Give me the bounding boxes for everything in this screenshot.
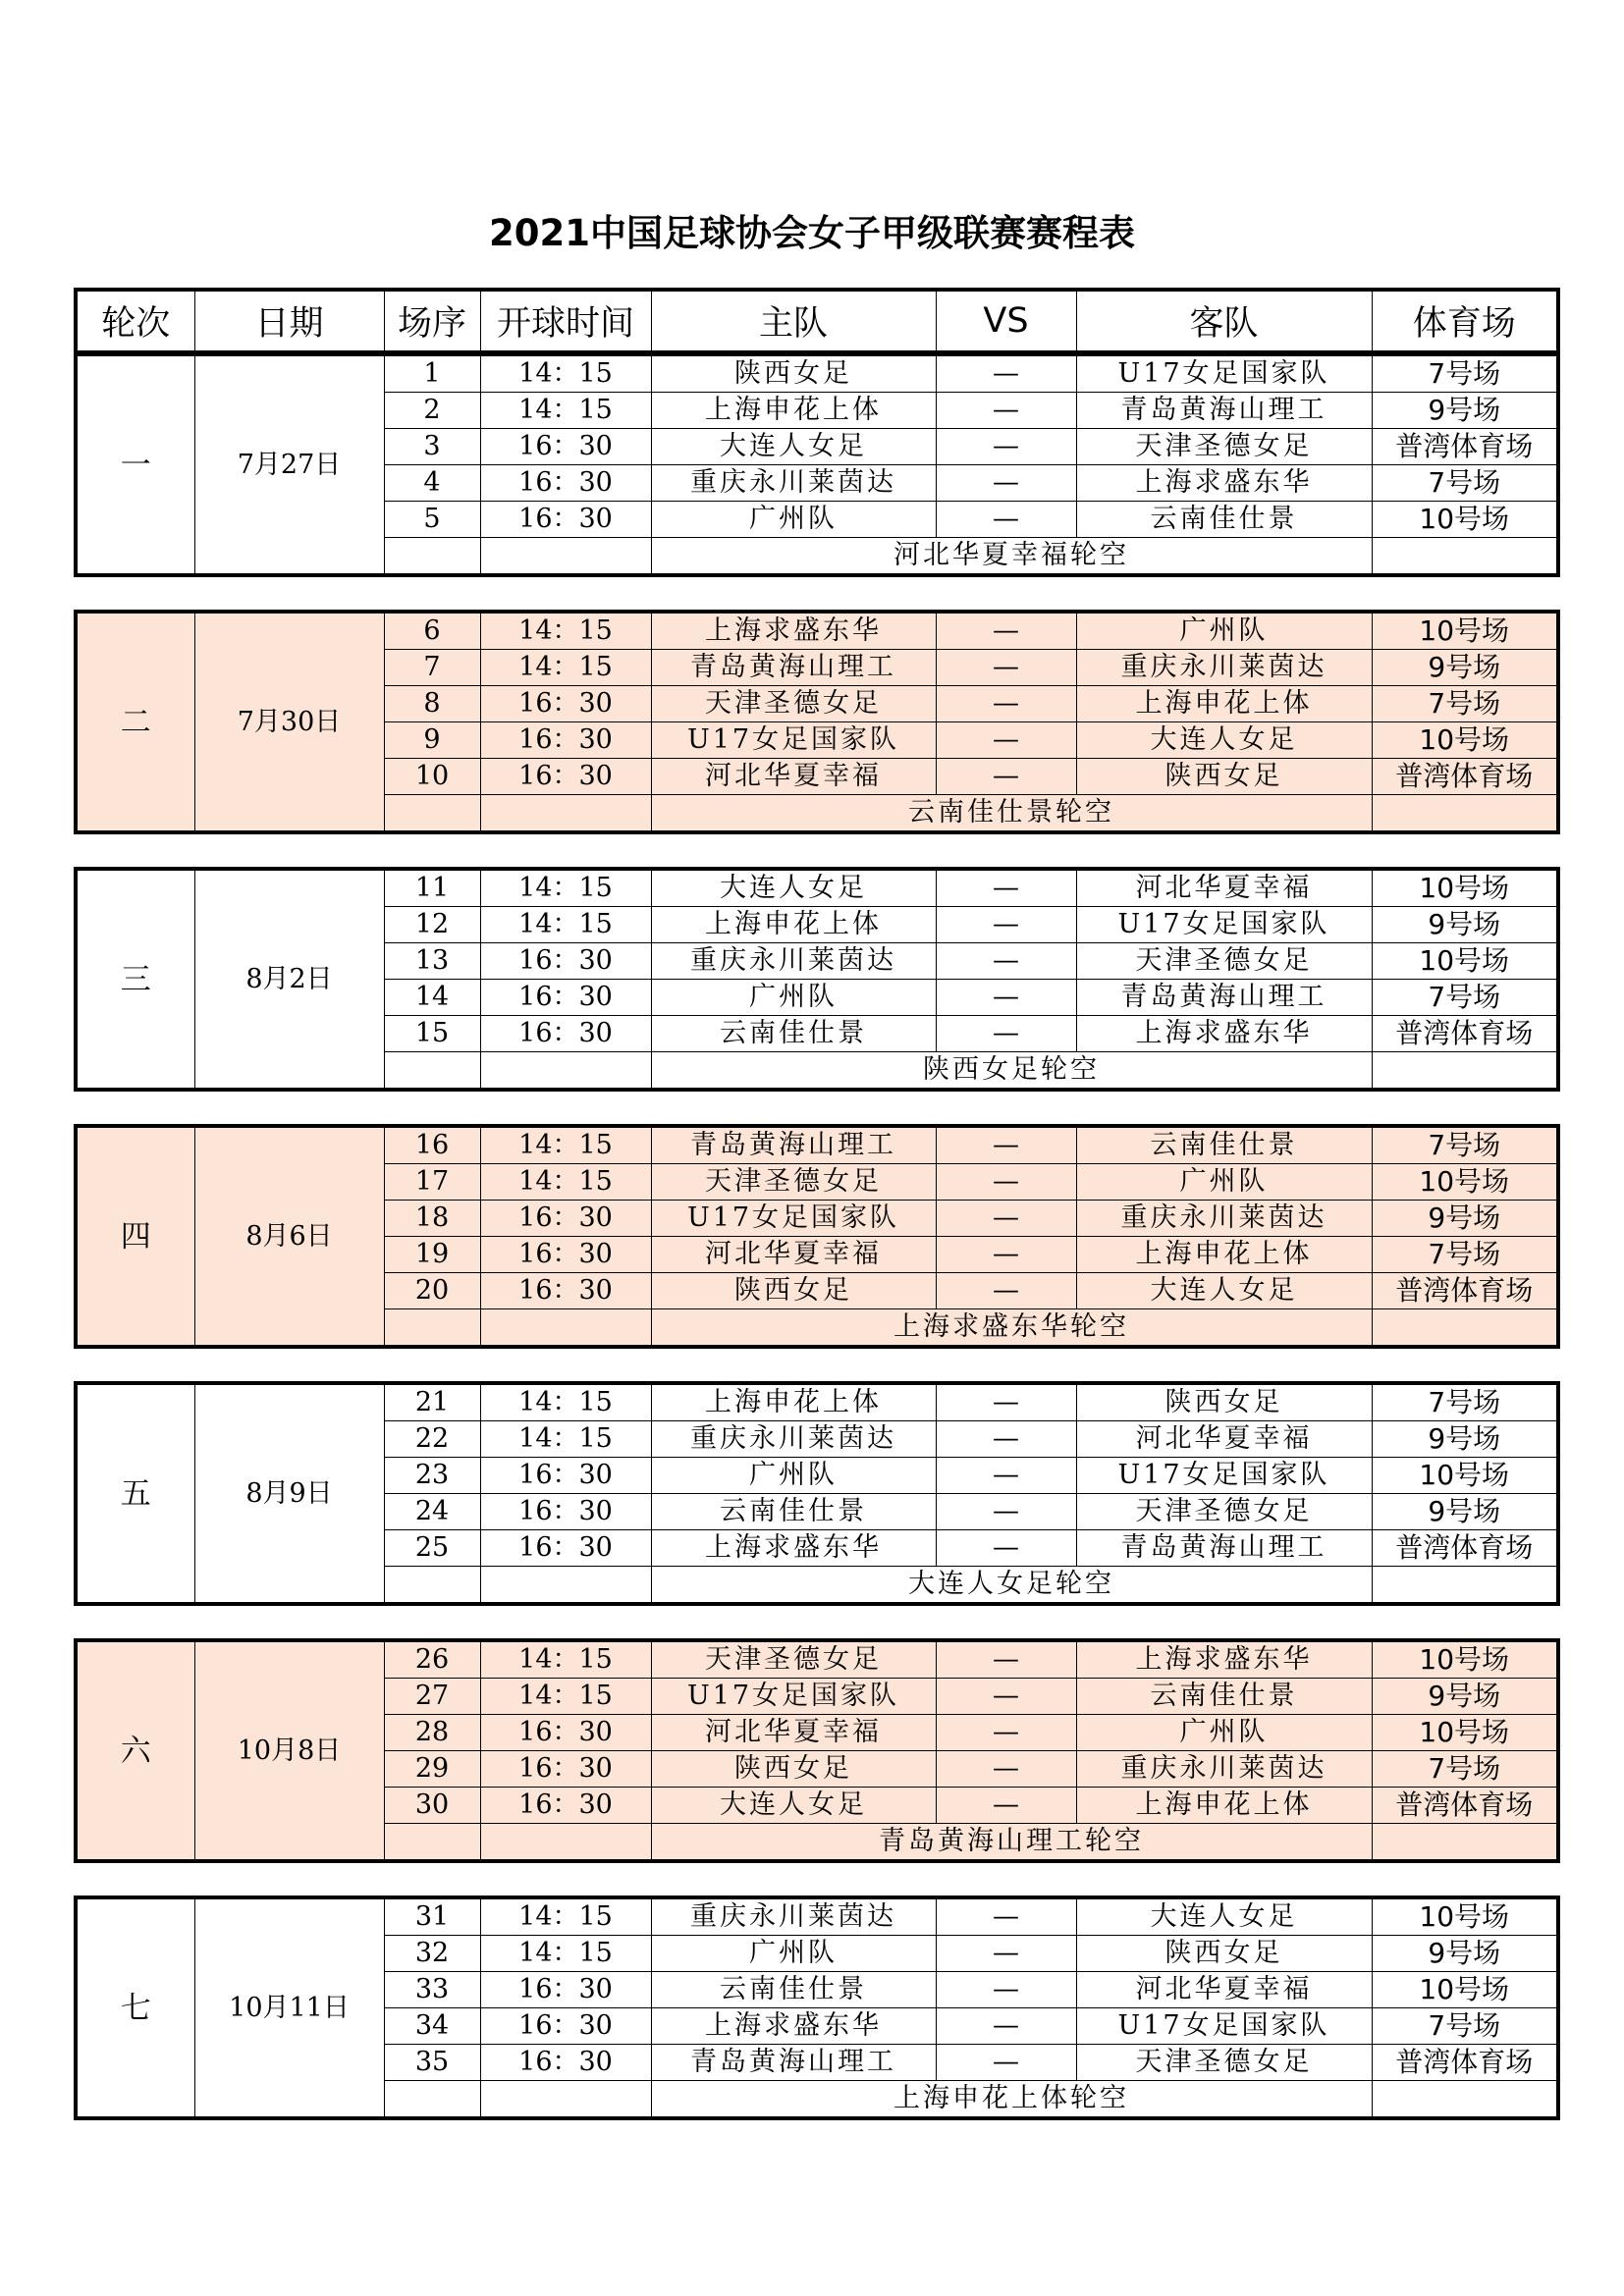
round-name-cell: 七 — [76, 1897, 194, 2118]
table-row — [76, 1897, 1558, 1936]
venue-cell: 7号场 — [1372, 686, 1558, 722]
kickoff-cell: 14：15 — [480, 907, 651, 943]
kickoff-cell: 16：30 — [480, 686, 651, 722]
page-title: 2021中国足球协会女子甲级联赛赛程表 — [489, 212, 1135, 254]
vs-dash-cell: — — [936, 650, 1076, 686]
kickoff-cell: 14：15 — [480, 1126, 651, 1164]
bye-cell: 陕西女足轮空 — [651, 1052, 1372, 1091]
venue-cell: 7号场 — [1372, 465, 1558, 502]
away-team-cell: 天津圣德女足 — [1076, 429, 1372, 465]
round-date-cell: 7月30日 — [194, 612, 384, 832]
away-team-cell: 上海求盛东华 — [1076, 465, 1372, 502]
away-team-cell: 天津圣德女足 — [1076, 1494, 1372, 1530]
venue-cell: 普湾体育场 — [1372, 1273, 1558, 1309]
header-vs: VS — [936, 290, 1076, 352]
empty-cell — [480, 1309, 651, 1348]
vs-dash-cell: — — [936, 1640, 1076, 1679]
away-team-cell: 上海申花上体 — [1076, 1788, 1372, 1824]
kickoff-cell: 16：30 — [480, 1530, 651, 1567]
venue-cell: 7号场 — [1372, 1751, 1558, 1788]
vs-dash-cell: — — [936, 1273, 1076, 1309]
header-kickoff: 开球时间 — [480, 290, 651, 352]
bye-cell: 上海求盛东华轮空 — [651, 1309, 1372, 1348]
home-team-cell: 天津圣德女足 — [651, 1640, 936, 1679]
match-no-cell: 9 — [384, 722, 480, 759]
vs-dash-cell: — — [936, 612, 1076, 650]
vs-dash-cell: — — [936, 393, 1076, 429]
match-no-cell: 14 — [384, 980, 480, 1016]
empty-cell — [384, 1567, 480, 1605]
venue-cell: 10号场 — [1372, 502, 1558, 538]
venue-cell: 普湾体育场 — [1372, 1530, 1558, 1567]
home-team-cell: 河北华夏幸福 — [651, 1715, 936, 1751]
match-no-cell: 4 — [384, 465, 480, 502]
match-no-cell: 8 — [384, 686, 480, 722]
home-team-cell: 广州队 — [651, 980, 936, 1016]
match-no-cell: 30 — [384, 1788, 480, 1824]
match-no-cell: 23 — [384, 1458, 480, 1494]
venue-cell: 10号场 — [1372, 1640, 1558, 1679]
venue-cell: 普湾体育场 — [1372, 2045, 1558, 2081]
table-row — [76, 1640, 1558, 1679]
away-team-cell: 陕西女足 — [1076, 1936, 1372, 1972]
empty-cell — [480, 2081, 651, 2119]
away-team-cell: 陕西女足 — [1076, 1383, 1372, 1421]
vs-dash-cell: — — [936, 1164, 1076, 1201]
home-team-cell: 重庆永川莱茵达 — [651, 1421, 936, 1458]
home-team-cell: 陕西女足 — [651, 1273, 936, 1309]
empty-cell — [1372, 2081, 1558, 2119]
round-table-2 — [74, 610, 1560, 834]
home-team-cell: 上海申花上体 — [651, 393, 936, 429]
home-team-cell: 广州队 — [651, 1458, 936, 1494]
away-team-cell: 云南佳仕景 — [1076, 1126, 1372, 1164]
kickoff-cell: 16：30 — [480, 1751, 651, 1788]
away-team-cell: 重庆永川莱茵达 — [1076, 650, 1372, 686]
venue-cell: 10号场 — [1372, 943, 1558, 980]
header-match-no: 场序 — [384, 290, 480, 352]
kickoff-cell: 14：15 — [480, 1640, 651, 1679]
round-table-7 — [74, 1896, 1560, 2120]
match-no-cell: 26 — [384, 1640, 480, 1679]
away-team-cell: 广州队 — [1076, 1164, 1372, 1201]
empty-cell — [480, 538, 651, 576]
home-team-cell: 重庆永川莱茵达 — [651, 1897, 936, 1936]
kickoff-cell: 16：30 — [480, 1788, 651, 1824]
vs-dash-cell: — — [936, 1494, 1076, 1530]
kickoff-cell: 16：30 — [480, 980, 651, 1016]
vs-dash-cell: — — [936, 1751, 1076, 1788]
home-team-cell: 云南佳仕景 — [651, 1016, 936, 1052]
vs-dash-cell: — — [936, 1016, 1076, 1052]
vs-dash-cell: — — [936, 502, 1076, 538]
match-no-cell: 18 — [384, 1201, 480, 1237]
round-name-cell: 四 — [76, 1126, 194, 1347]
venue-cell: 10号场 — [1372, 1164, 1558, 1201]
home-team-cell: 上海申花上体 — [651, 1383, 936, 1421]
home-team-cell: U17女足国家队 — [651, 1679, 936, 1715]
empty-cell — [480, 1567, 651, 1605]
match-no-cell: 17 — [384, 1164, 480, 1201]
home-team-cell: U17女足国家队 — [651, 1201, 936, 1237]
match-no-cell: 5 — [384, 502, 480, 538]
empty-cell — [384, 2081, 480, 2119]
home-team-cell: 广州队 — [651, 1936, 936, 1972]
vs-dash-cell: — — [936, 1530, 1076, 1567]
away-team-cell: U17女足国家队 — [1076, 907, 1372, 943]
away-team-cell: 青岛黄海山理工 — [1076, 1530, 1372, 1567]
venue-cell: 10号场 — [1372, 1458, 1558, 1494]
away-team-cell: 河北华夏幸福 — [1076, 869, 1372, 907]
empty-cell — [480, 795, 651, 833]
match-no-cell: 22 — [384, 1421, 480, 1458]
round-name-cell: 一 — [76, 354, 194, 575]
empty-cell — [384, 795, 480, 833]
round-date-cell: 8月6日 — [194, 1126, 384, 1347]
home-team-cell: 上海求盛东华 — [651, 612, 936, 650]
away-team-cell: 大连人女足 — [1076, 722, 1372, 759]
round-name-cell: 五 — [76, 1383, 194, 1604]
home-team-cell: 上海申花上体 — [651, 907, 936, 943]
vs-dash-cell: — — [936, 1458, 1076, 1494]
venue-cell: 7号场 — [1372, 1126, 1558, 1164]
away-team-cell: 河北华夏幸福 — [1076, 1972, 1372, 2008]
away-team-cell: 广州队 — [1076, 612, 1372, 650]
kickoff-cell: 14：15 — [480, 1383, 651, 1421]
kickoff-cell: 16：30 — [480, 1715, 651, 1751]
match-no-cell: 33 — [384, 1972, 480, 2008]
venue-cell: 普湾体育场 — [1372, 1016, 1558, 1052]
round-table-1 — [74, 352, 1560, 577]
kickoff-cell: 16：30 — [480, 943, 651, 980]
away-team-cell: 上海求盛东华 — [1076, 1016, 1372, 1052]
away-team-cell: 青岛黄海山理工 — [1076, 393, 1372, 429]
empty-cell — [384, 1309, 480, 1348]
venue-cell: 10号场 — [1372, 612, 1558, 650]
kickoff-cell: 16：30 — [480, 502, 651, 538]
match-no-cell: 21 — [384, 1383, 480, 1421]
home-team-cell: 天津圣德女足 — [651, 686, 936, 722]
away-team-cell: 广州队 — [1076, 1715, 1372, 1751]
round-name-cell: 六 — [76, 1640, 194, 1861]
vs-dash-cell: — — [936, 1936, 1076, 1972]
away-team-cell: U17女足国家队 — [1076, 354, 1372, 393]
kickoff-cell: 16：30 — [480, 2008, 651, 2045]
kickoff-cell: 16：30 — [480, 1201, 651, 1237]
header-date: 日期 — [194, 290, 384, 352]
kickoff-cell: 16：30 — [480, 1494, 651, 1530]
round-date-cell: 8月9日 — [194, 1383, 384, 1604]
empty-cell — [480, 1824, 651, 1862]
bye-cell: 云南佳仕景轮空 — [651, 795, 1372, 833]
match-no-cell: 3 — [384, 429, 480, 465]
home-team-cell: 上海求盛东华 — [651, 1530, 936, 1567]
vs-dash-cell: — — [936, 1237, 1076, 1273]
vs-dash-cell: — — [936, 907, 1076, 943]
home-team-cell: 河北华夏幸福 — [651, 1237, 936, 1273]
home-team-cell: 青岛黄海山理工 — [651, 2045, 936, 2081]
vs-dash-cell: — — [936, 1201, 1076, 1237]
vs-dash-cell: — — [936, 869, 1076, 907]
kickoff-cell: 16：30 — [480, 2045, 651, 2081]
venue-cell: 10号场 — [1372, 869, 1558, 907]
vs-dash-cell: — — [936, 1972, 1076, 2008]
match-no-cell: 35 — [384, 2045, 480, 2081]
match-no-cell: 24 — [384, 1494, 480, 1530]
kickoff-cell: 14：15 — [480, 869, 651, 907]
vs-dash-cell: — — [936, 2045, 1076, 2081]
away-team-cell: 重庆永川莱茵达 — [1076, 1201, 1372, 1237]
match-no-cell: 28 — [384, 1715, 480, 1751]
venue-cell: 7号场 — [1372, 2008, 1558, 2045]
kickoff-cell: 16：30 — [480, 1016, 651, 1052]
away-team-cell: 云南佳仕景 — [1076, 502, 1372, 538]
empty-cell — [480, 1052, 651, 1091]
vs-dash-cell: — — [936, 1897, 1076, 1936]
venue-cell: 9号场 — [1372, 393, 1558, 429]
schedule-header — [74, 288, 1560, 354]
header-away: 客队 — [1076, 290, 1372, 352]
match-no-cell: 19 — [384, 1237, 480, 1273]
away-team-cell: 陕西女足 — [1076, 759, 1372, 795]
kickoff-cell: 14：15 — [480, 650, 651, 686]
vs-dash-cell: — — [936, 465, 1076, 502]
venue-cell: 10号场 — [1372, 722, 1558, 759]
venue-cell: 普湾体育场 — [1372, 429, 1558, 465]
bye-cell: 上海申花上体轮空 — [651, 2081, 1372, 2119]
match-no-cell: 12 — [384, 907, 480, 943]
table-row — [76, 1383, 1558, 1421]
venue-cell: 10号场 — [1372, 1897, 1558, 1936]
away-team-cell: 上海申花上体 — [1076, 686, 1372, 722]
match-no-cell: 6 — [384, 612, 480, 650]
round-date-cell: 10月8日 — [194, 1640, 384, 1861]
empty-cell — [1372, 1567, 1558, 1605]
vs-dash-cell: — — [936, 1679, 1076, 1715]
match-no-cell: 15 — [384, 1016, 480, 1052]
table-row — [76, 869, 1558, 907]
bye-cell: 河北华夏幸福轮空 — [651, 538, 1372, 576]
home-team-cell: 重庆永川莱茵达 — [651, 465, 936, 502]
kickoff-cell: 16：30 — [480, 722, 651, 759]
vs-dash-cell: — — [936, 1421, 1076, 1458]
venue-cell: 9号场 — [1372, 1421, 1558, 1458]
kickoff-cell: 14：15 — [480, 1164, 651, 1201]
kickoff-cell: 16：30 — [480, 465, 651, 502]
venue-cell: 10号场 — [1372, 1715, 1558, 1751]
match-no-cell: 11 — [384, 869, 480, 907]
away-team-cell: 大连人女足 — [1076, 1273, 1372, 1309]
home-team-cell: 云南佳仕景 — [651, 1494, 936, 1530]
away-team-cell: 上海申花上体 — [1076, 1237, 1372, 1273]
match-no-cell: 32 — [384, 1936, 480, 1972]
match-no-cell: 7 — [384, 650, 480, 686]
home-team-cell: 大连人女足 — [651, 869, 936, 907]
match-no-cell: 29 — [384, 1751, 480, 1788]
empty-cell — [384, 1824, 480, 1862]
vs-dash-cell: — — [936, 980, 1076, 1016]
home-team-cell: 广州队 — [651, 502, 936, 538]
venue-cell: 7号场 — [1372, 1383, 1558, 1421]
header-venue: 体育场 — [1372, 290, 1558, 352]
away-team-cell: 青岛黄海山理工 — [1076, 980, 1372, 1016]
match-no-cell: 2 — [384, 393, 480, 429]
round-date-cell: 7月27日 — [194, 354, 384, 575]
kickoff-cell: 16：30 — [480, 759, 651, 795]
vs-dash-cell: — — [936, 943, 1076, 980]
venue-cell: 10号场 — [1372, 1972, 1558, 2008]
venue-cell: 普湾体育场 — [1372, 759, 1558, 795]
away-team-cell: 河北华夏幸福 — [1076, 1421, 1372, 1458]
venue-cell: 9号场 — [1372, 1201, 1558, 1237]
vs-dash-cell: — — [936, 759, 1076, 795]
kickoff-cell: 14：15 — [480, 354, 651, 393]
away-team-cell: U17女足国家队 — [1076, 1458, 1372, 1494]
kickoff-cell: 14：15 — [480, 1421, 651, 1458]
home-team-cell: 青岛黄海山理工 — [651, 1126, 936, 1164]
kickoff-cell: 16：30 — [480, 1972, 651, 2008]
vs-dash-cell: — — [936, 2008, 1076, 2045]
away-team-cell: 重庆永川莱茵达 — [1076, 1751, 1372, 1788]
kickoff-cell: 14：15 — [480, 1897, 651, 1936]
round-table-6 — [74, 1638, 1560, 1863]
home-team-cell: 青岛黄海山理工 — [651, 650, 936, 686]
round-date-cell: 8月2日 — [194, 869, 384, 1090]
venue-cell: 普湾体育场 — [1372, 1788, 1558, 1824]
home-team-cell: U17女足国家队 — [651, 722, 936, 759]
home-team-cell: 大连人女足 — [651, 1788, 936, 1824]
match-no-cell: 13 — [384, 943, 480, 980]
away-team-cell: U17女足国家队 — [1076, 2008, 1372, 2045]
round-name-cell: 三 — [76, 869, 194, 1090]
vs-dash-cell: — — [936, 1715, 1076, 1751]
round-table-3 — [74, 867, 1560, 1092]
match-no-cell: 34 — [384, 2008, 480, 2045]
home-team-cell: 重庆永川莱茵达 — [651, 943, 936, 980]
kickoff-cell: 14：15 — [480, 612, 651, 650]
kickoff-cell: 14：15 — [480, 1679, 651, 1715]
vs-dash-cell: — — [936, 1126, 1076, 1164]
away-team-cell: 天津圣德女足 — [1076, 2045, 1372, 2081]
vs-dash-cell: — — [936, 429, 1076, 465]
vs-dash-cell: — — [936, 354, 1076, 393]
home-team-cell: 河北华夏幸福 — [651, 759, 936, 795]
kickoff-cell: 16：30 — [480, 1273, 651, 1309]
away-team-cell: 大连人女足 — [1076, 1897, 1372, 1936]
empty-cell — [1372, 1309, 1558, 1348]
venue-cell: 9号场 — [1372, 1679, 1558, 1715]
away-team-cell: 上海求盛东华 — [1076, 1640, 1372, 1679]
kickoff-cell: 14：15 — [480, 1936, 651, 1972]
empty-cell — [1372, 795, 1558, 833]
venue-cell: 9号场 — [1372, 1936, 1558, 1972]
vs-dash-cell: — — [936, 1788, 1076, 1824]
round-table-4 — [74, 1124, 1560, 1349]
venue-cell: 9号场 — [1372, 650, 1558, 686]
match-no-cell: 1 — [384, 354, 480, 393]
home-team-cell: 陕西女足 — [651, 354, 936, 393]
vs-dash-cell: — — [936, 1383, 1076, 1421]
match-no-cell: 20 — [384, 1273, 480, 1309]
empty-cell — [1372, 1052, 1558, 1091]
bye-cell: 大连人女足轮空 — [651, 1567, 1372, 1605]
match-no-cell: 31 — [384, 1897, 480, 1936]
kickoff-cell: 16：30 — [480, 1458, 651, 1494]
round-name-cell: 二 — [76, 612, 194, 832]
venue-cell: 9号场 — [1372, 907, 1558, 943]
kickoff-cell: 14：15 — [480, 393, 651, 429]
home-team-cell: 云南佳仕景 — [651, 1972, 936, 2008]
round-table-5 — [74, 1381, 1560, 1606]
venue-cell: 7号场 — [1372, 354, 1558, 393]
match-no-cell: 27 — [384, 1679, 480, 1715]
bye-cell: 青岛黄海山理工轮空 — [651, 1824, 1372, 1862]
empty-cell — [384, 1052, 480, 1091]
home-team-cell: 陕西女足 — [651, 1751, 936, 1788]
empty-cell — [384, 538, 480, 576]
vs-dash-cell: — — [936, 686, 1076, 722]
header-round: 轮次 — [76, 290, 194, 352]
table-row — [76, 612, 1558, 650]
venue-cell: 7号场 — [1372, 1237, 1558, 1273]
vs-dash-cell: — — [936, 722, 1076, 759]
away-team-cell: 云南佳仕景 — [1076, 1679, 1372, 1715]
round-date-cell: 10月11日 — [194, 1897, 384, 2118]
table-row — [76, 1126, 1558, 1164]
kickoff-cell: 16：30 — [480, 1237, 651, 1273]
home-team-cell: 上海求盛东华 — [651, 2008, 936, 2045]
match-no-cell: 16 — [384, 1126, 480, 1164]
match-no-cell: 10 — [384, 759, 480, 795]
table-row — [76, 354, 1558, 393]
kickoff-cell: 16：30 — [480, 429, 651, 465]
home-team-cell: 大连人女足 — [651, 429, 936, 465]
venue-cell: 7号场 — [1372, 980, 1558, 1016]
empty-cell — [1372, 1824, 1558, 1862]
empty-cell — [1372, 538, 1558, 576]
match-no-cell: 25 — [384, 1530, 480, 1567]
header-home: 主队 — [651, 290, 936, 352]
venue-cell: 9号场 — [1372, 1494, 1558, 1530]
home-team-cell: 天津圣德女足 — [651, 1164, 936, 1201]
away-team-cell: 天津圣德女足 — [1076, 943, 1372, 980]
